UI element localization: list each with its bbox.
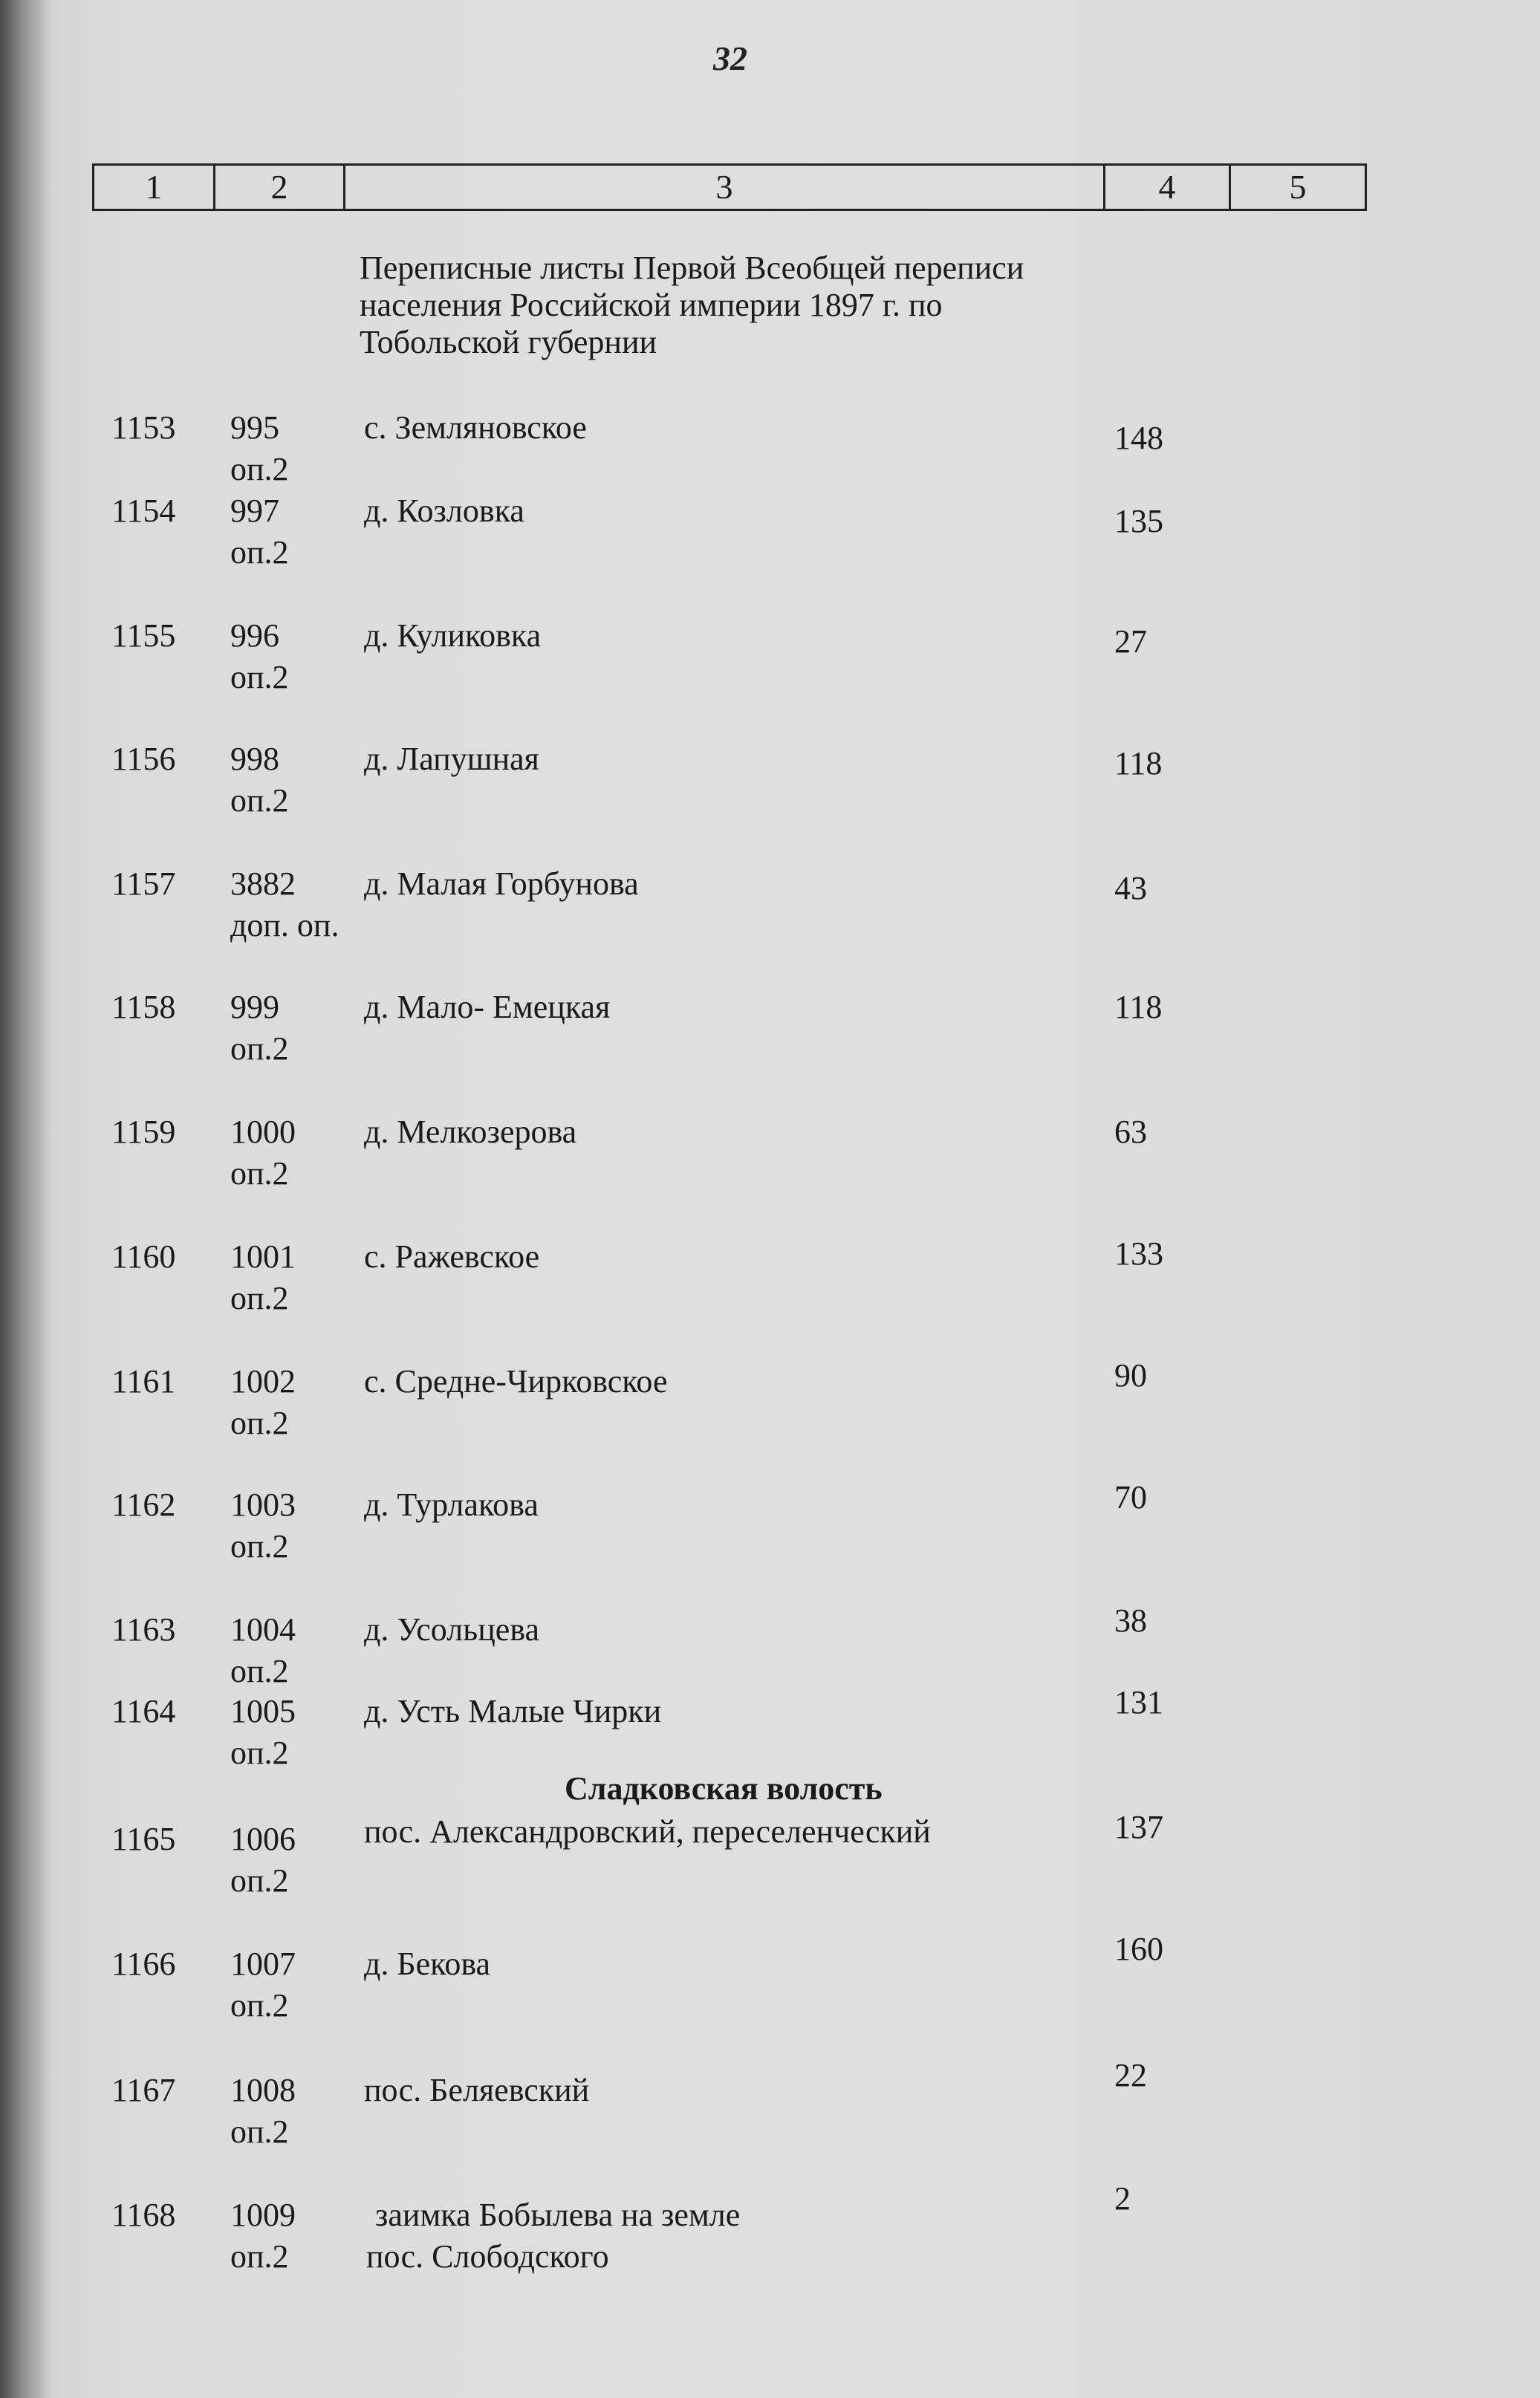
settlement-name: д. Лапушная	[364, 741, 539, 777]
sheet-count: 38	[1114, 1602, 1147, 1639]
settlement-name: д. Бекова	[364, 1946, 491, 1982]
settlement-name: д. Турлакова	[364, 1486, 539, 1523]
case-number: 1009 оп.2	[230, 2197, 296, 2275]
row-number: 1167	[111, 2072, 176, 2108]
row-number: 1168	[111, 2197, 176, 2233]
sheet-count: 63	[1114, 1114, 1147, 1150]
case-number: 3882 доп. оп.	[230, 865, 339, 943]
sheet-count: 2	[1114, 2180, 1131, 2217]
case-number: 997 оп.2	[230, 493, 289, 571]
row-number: 1163	[111, 1611, 176, 1648]
settlement-name: с. Средне-Чирковское	[364, 1363, 668, 1400]
settlement-name: д. Усть Малые Чирки	[364, 1693, 662, 1729]
settlement-name: заимка Бобылева на земле пос. Слободского	[366, 2197, 741, 2275]
row-number: 1155	[111, 617, 176, 654]
sheet-count: 27	[1114, 623, 1147, 660]
column-header-3: 3	[345, 166, 1105, 209]
case-number: 1007 оп.2	[230, 1946, 296, 2024]
case-number: 1008 оп.2	[230, 2072, 296, 2150]
row-number: 1159	[111, 1114, 176, 1150]
settlement-name: д. Малая Горбунова	[364, 865, 639, 902]
sheet-count: 133	[1114, 1235, 1163, 1272]
settlement-name: д. Козловка	[364, 493, 524, 529]
sheet-count: 43	[1114, 870, 1147, 906]
case-number: 1006 оп.2	[230, 1821, 296, 1899]
column-header-1: 1	[94, 166, 215, 209]
column-header-5: 5	[1289, 168, 1307, 206]
settlement-name: с. Земляновское	[364, 409, 587, 446]
row-number: 1166	[111, 1946, 176, 1982]
sheet-count: 148	[1114, 420, 1163, 456]
settlement-name: пос. Александровский, переселенческий	[364, 1813, 931, 1850]
case-number: 1003 оп.2	[230, 1486, 296, 1564]
settlement-name: с. Ражевское	[364, 1238, 540, 1275]
column-header-4: 4	[1105, 166, 1231, 209]
column-header-table	[92, 163, 1367, 211]
sheet-count: 135	[1114, 503, 1163, 539]
case-number: 1002 оп.2	[230, 1363, 296, 1441]
row-number: 1154	[111, 493, 176, 529]
row-number: 1162	[111, 1486, 176, 1523]
case-number: 995 оп.2	[230, 409, 289, 487]
case-number: 998 оп.2	[230, 741, 289, 819]
sheet-count: 70	[1114, 1479, 1147, 1515]
sheet-count: 160	[1114, 1931, 1163, 1967]
case-number: 1000 оп.2	[230, 1114, 296, 1192]
sheet-count: 137	[1114, 1809, 1163, 1845]
case-number: 1004 оп.2	[230, 1611, 296, 1689]
sheet-count: 118	[1114, 989, 1163, 1025]
row-number: 1165	[111, 1821, 176, 1857]
row-number: 1153	[111, 409, 176, 446]
column-header-2: 2	[215, 166, 345, 209]
settlement-name: д. Куликовка	[364, 617, 542, 654]
sheet-count: 131	[1114, 1684, 1163, 1720]
row-number: 1164	[111, 1693, 176, 1729]
settlement-name: д. Мелкозерова	[364, 1114, 577, 1150]
row-number: 1160	[111, 1238, 176, 1275]
settlement-name: пос. Беляевский	[364, 2072, 590, 2108]
settlement-name: д. Мало- Емецкая	[364, 989, 611, 1025]
case-number: 996 оп.2	[230, 617, 289, 695]
row-number: 1156	[111, 741, 176, 777]
case-number: 999 оп.2	[230, 989, 289, 1067]
row-number: 1158	[111, 989, 176, 1025]
section-title: Переписные листы Первой Всеобщей переписи населения Российской империи 1897 г. по Тобольской губернии	[360, 250, 1024, 360]
row-number: 1157	[111, 865, 176, 902]
row-number: 1161	[111, 1363, 176, 1400]
sheet-count: 22	[1114, 2057, 1147, 2093]
settlement-name: д. Усольцева	[364, 1611, 540, 1648]
case-number: 1005 оп.2	[230, 1693, 296, 1771]
sheet-count: 118	[1114, 745, 1163, 782]
case-number: 1001 оп.2	[230, 1238, 296, 1316]
subsection-title: Сладковская волость	[565, 1770, 883, 1807]
sheet-count: 90	[1114, 1357, 1147, 1394]
page-number: 32	[713, 39, 747, 77]
